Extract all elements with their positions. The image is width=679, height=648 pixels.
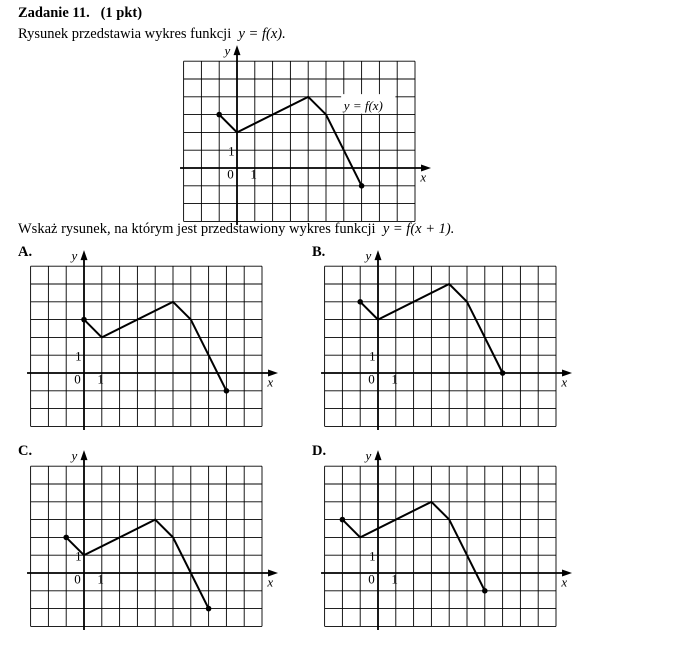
start-point [63, 535, 69, 541]
intro-text: Rysunek przedstawia wykres funkcji [18, 26, 232, 42]
x-axis-label: x [561, 374, 568, 390]
y-axis-arrow [375, 250, 382, 260]
x-unit-label: 1 [97, 571, 104, 587]
x-unit-label: 1 [250, 166, 257, 182]
option-b-label[interactable]: B. [312, 244, 326, 260]
graph-C[interactable] [27, 448, 278, 630]
y-axis-label: y [71, 247, 78, 263]
end-point [482, 588, 488, 594]
y-axis-arrow [375, 450, 382, 460]
end-point [224, 388, 230, 394]
x-axis-label: x [267, 574, 274, 590]
intro-formula: y = f(x). [238, 26, 286, 42]
y-axis-label: y [71, 447, 78, 463]
y-unit-label: 1 [228, 143, 235, 159]
x-axis-label: x [267, 374, 274, 390]
graph-main [180, 43, 431, 225]
end-point [206, 606, 212, 612]
start-point [357, 299, 363, 305]
task-points: (1 pkt) [100, 5, 143, 21]
y-unit-label: 1 [369, 548, 376, 564]
y-unit-label: 1 [75, 548, 82, 564]
y-unit-label: 1 [369, 348, 376, 364]
origin-label: 0 [74, 371, 81, 387]
y-axis-label: y [365, 247, 372, 263]
origin-label: 0 [368, 571, 375, 587]
start-point [216, 112, 222, 118]
grid-lines [184, 61, 415, 221]
x-unit-label: 1 [97, 371, 104, 387]
y-axis-label: y [365, 447, 372, 463]
x-unit-label: 1 [391, 371, 398, 387]
origin-label: 0 [227, 166, 234, 182]
option-c-label[interactable]: C. [18, 443, 33, 459]
x-axis-label: x [561, 574, 568, 590]
x-axis-label: x [420, 169, 427, 185]
graph-D[interactable] [321, 448, 572, 630]
y-axis-arrow [81, 250, 88, 260]
origin-label: 0 [74, 571, 81, 587]
y-axis-arrow [234, 45, 241, 55]
y-axis-label: y [224, 42, 231, 58]
grid-lines [31, 466, 262, 626]
start-point [81, 317, 87, 323]
graph-B[interactable] [321, 248, 572, 430]
option-a-label[interactable]: A. [18, 244, 33, 260]
question-text: Wskaż rysunek, na którym jest przedstawiony wykres funkcji [18, 221, 376, 237]
y-unit-label: 1 [75, 348, 82, 364]
curve-label: y = f(x) [343, 98, 383, 114]
end-point [500, 370, 506, 376]
option-d-label[interactable]: D. [312, 443, 327, 459]
task-number: Zadanie 11. [18, 5, 90, 21]
end-point [359, 183, 365, 189]
grid-lines [325, 466, 556, 626]
question-formula: y = f(x + 1). [382, 221, 455, 237]
graph-A[interactable] [27, 248, 278, 430]
y-axis-arrow [81, 450, 88, 460]
start-point [340, 517, 346, 523]
x-unit-label: 1 [391, 571, 398, 587]
origin-label: 0 [368, 371, 375, 387]
grid-lines [325, 266, 556, 426]
grid-lines [31, 266, 262, 426]
